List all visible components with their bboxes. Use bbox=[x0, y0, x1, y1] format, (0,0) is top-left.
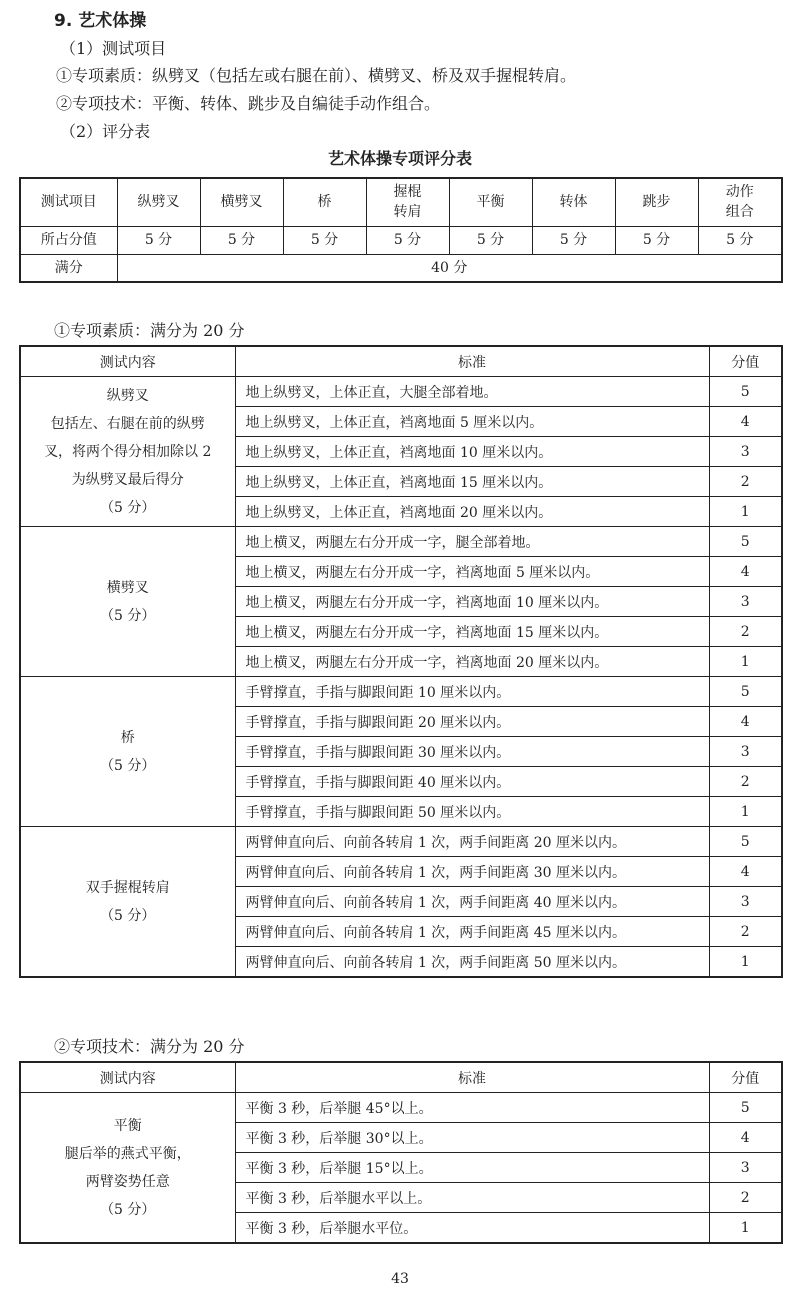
total-value: 40 分 bbox=[117, 254, 782, 282]
skill-heading: ②专项技术：满分为 20 分 bbox=[54, 1037, 245, 1056]
summary-score-cell: 5 分 bbox=[449, 226, 532, 254]
test-content-cell: 平衡 腿后举的燕式平衡， 两臂姿势任意 （5 分） bbox=[20, 1093, 235, 1244]
criterion-cell: 地上纵劈叉，上体正直，裆离地面 20 厘米以内。 bbox=[235, 497, 709, 527]
criterion-cell: 地上横叉，两腿左右分开成一字，裆离地面 15 厘米以内。 bbox=[235, 617, 709, 647]
summary-header-cell: 测试项目 bbox=[20, 178, 117, 226]
criterion-cell: 两臂伸直向后、向前各转肩 1 次，两手间距离 20 厘米以内。 bbox=[235, 827, 709, 857]
summary-score-cell: 5 分 bbox=[283, 226, 366, 254]
score-cell: 1 bbox=[709, 497, 782, 527]
column-header: 分值 bbox=[709, 346, 782, 377]
criterion-cell: 地上横叉，两腿左右分开成一字，腿全部着地。 bbox=[235, 527, 709, 557]
criterion-cell: 两臂伸直向后、向前各转肩 1 次，两手间距离 50 厘米以内。 bbox=[235, 947, 709, 978]
table-header-row bbox=[20, 1062, 782, 1093]
section-heading: 9. 艺术体操 bbox=[54, 11, 147, 31]
criterion-cell: 手臂撑直，手指与脚跟间距 30 厘米以内。 bbox=[235, 737, 709, 767]
score-cell: 1 bbox=[709, 647, 782, 677]
summary-score-cell: 5 分 bbox=[532, 226, 615, 254]
summary-score-cell: 5 分 bbox=[200, 226, 283, 254]
table-header-row bbox=[20, 346, 782, 377]
score-cell: 4 bbox=[709, 407, 782, 437]
score-cell: 2 bbox=[709, 467, 782, 497]
table-row bbox=[20, 1093, 782, 1123]
table-row bbox=[20, 677, 782, 707]
page-number: 43 bbox=[391, 1271, 409, 1287]
score-cell: 5 bbox=[709, 677, 782, 707]
score-cell: 3 bbox=[709, 587, 782, 617]
column-header: 标准 bbox=[235, 346, 709, 377]
score-cell: 2 bbox=[709, 1183, 782, 1213]
column-header: 分值 bbox=[709, 1062, 782, 1093]
quality-heading: ①专项素质：满分为 20 分 bbox=[54, 321, 245, 340]
summary-header-cell: 跳步 bbox=[615, 178, 698, 226]
test-items-label: （1）测试项目 bbox=[60, 39, 167, 58]
summary-header-cell: 桥 bbox=[283, 178, 366, 226]
score-cell: 4 bbox=[709, 1123, 782, 1153]
score-cell: 5 bbox=[709, 1093, 782, 1123]
score-cell: 5 bbox=[709, 377, 782, 407]
summary-score-cell: 所占分值 bbox=[20, 226, 117, 254]
summary-header-cell: 动作 组合 bbox=[698, 178, 782, 226]
criterion-cell: 两臂伸直向后、向前各转肩 1 次，两手间距离 40 厘米以内。 bbox=[235, 887, 709, 917]
total-label: 满分 bbox=[20, 254, 117, 282]
table-row bbox=[20, 377, 782, 407]
table-row bbox=[20, 827, 782, 857]
criterion-cell: 平衡 3 秒，后举腿 30°以上。 bbox=[235, 1123, 709, 1153]
criterion-cell: 手臂撑直，手指与脚跟间距 20 厘米以内。 bbox=[235, 707, 709, 737]
column-header: 标准 bbox=[235, 1062, 709, 1093]
score-cell: 4 bbox=[709, 707, 782, 737]
score-cell: 3 bbox=[709, 887, 782, 917]
summary-header-cell: 转体 bbox=[532, 178, 615, 226]
column-header: 测试内容 bbox=[20, 1062, 235, 1093]
criterion-cell: 地上横叉，两腿左右分开成一字，裆离地面 5 厘米以内。 bbox=[235, 557, 709, 587]
score-table-label: （2）评分表 bbox=[60, 122, 151, 141]
criterion-cell: 两臂伸直向后、向前各转肩 1 次，两手间距离 30 厘米以内。 bbox=[235, 857, 709, 887]
criterion-cell: 地上横叉，两腿左右分开成一字，裆离地面 10 厘米以内。 bbox=[235, 587, 709, 617]
summary-header-cell: 平衡 bbox=[449, 178, 532, 226]
score-cell: 3 bbox=[709, 1153, 782, 1183]
summary-score-cell: 5 分 bbox=[117, 226, 200, 254]
test-content-cell: 桥 （5 分） bbox=[20, 677, 235, 827]
criterion-cell: 手臂撑直，手指与脚跟间距 40 厘米以内。 bbox=[235, 767, 709, 797]
skill-table bbox=[19, 1061, 783, 1244]
summary-table-title: 艺术体操专项评分表 bbox=[327, 149, 472, 168]
score-cell: 2 bbox=[709, 617, 782, 647]
quality-table bbox=[19, 345, 783, 978]
quality-line: ①专项素质：纵劈叉（包括左或右腿在前）、横劈叉、桥及双手握棍转肩。 bbox=[56, 66, 577, 85]
criterion-cell: 地上纵劈叉，上体正直，裆离地面 15 厘米以内。 bbox=[235, 467, 709, 497]
skill-line: ②专项技术：平衡、转体、跳步及自编徒手动作组合。 bbox=[56, 94, 441, 113]
summary-header-cell: 握棍 转肩 bbox=[366, 178, 449, 226]
criterion-cell: 地上横叉，两腿左右分开成一字，裆离地面 20 厘米以内。 bbox=[235, 647, 709, 677]
column-header: 测试内容 bbox=[20, 346, 235, 377]
summary-score-cell: 5 分 bbox=[615, 226, 698, 254]
score-cell: 4 bbox=[709, 557, 782, 587]
criterion-cell: 两臂伸直向后、向前各转肩 1 次，两手间距离 45 厘米以内。 bbox=[235, 917, 709, 947]
score-cell: 2 bbox=[709, 767, 782, 797]
test-content-cell: 纵劈叉 包括左、右腿在前的纵劈 叉，将两个得分相加除以 2 为纵劈叉最后得分 （5 分） bbox=[20, 377, 235, 527]
criterion-cell: 手臂撑直，手指与脚跟间距 10 厘米以内。 bbox=[235, 677, 709, 707]
score-cell: 5 bbox=[709, 527, 782, 557]
summary-score-cell: 5 分 bbox=[366, 226, 449, 254]
criterion-cell: 平衡 3 秒，后举腿 15°以上。 bbox=[235, 1153, 709, 1183]
score-cell: 4 bbox=[709, 857, 782, 887]
criterion-cell: 地上纵劈叉，上体正直，裆离地面 5 厘米以内。 bbox=[235, 407, 709, 437]
score-cell: 1 bbox=[709, 1213, 782, 1244]
criterion-cell: 平衡 3 秒，后举腿 45°以上。 bbox=[235, 1093, 709, 1123]
summary-table bbox=[19, 177, 783, 283]
criterion-cell: 平衡 3 秒，后举腿水平以上。 bbox=[235, 1183, 709, 1213]
test-content-cell: 双手握棍转肩 （5 分） bbox=[20, 827, 235, 978]
score-cell: 3 bbox=[709, 737, 782, 767]
summary-score-cell: 5 分 bbox=[698, 226, 782, 254]
score-cell: 3 bbox=[709, 437, 782, 467]
criterion-cell: 地上纵劈叉，上体正直，大腿全部着地。 bbox=[235, 377, 709, 407]
table-row bbox=[20, 527, 782, 557]
criterion-cell: 平衡 3 秒，后举腿水平位。 bbox=[235, 1213, 709, 1244]
test-content-cell: 横劈叉 （5 分） bbox=[20, 527, 235, 677]
score-cell: 1 bbox=[709, 797, 782, 827]
criterion-cell: 手臂撑直，手指与脚跟间距 50 厘米以内。 bbox=[235, 797, 709, 827]
score-cell: 2 bbox=[709, 917, 782, 947]
summary-header-cell: 纵劈叉 bbox=[117, 178, 200, 226]
criterion-cell: 地上纵劈叉，上体正直，裆离地面 10 厘米以内。 bbox=[235, 437, 709, 467]
score-cell: 5 bbox=[709, 827, 782, 857]
score-cell: 1 bbox=[709, 947, 782, 978]
summary-header-cell: 横劈叉 bbox=[200, 178, 283, 226]
